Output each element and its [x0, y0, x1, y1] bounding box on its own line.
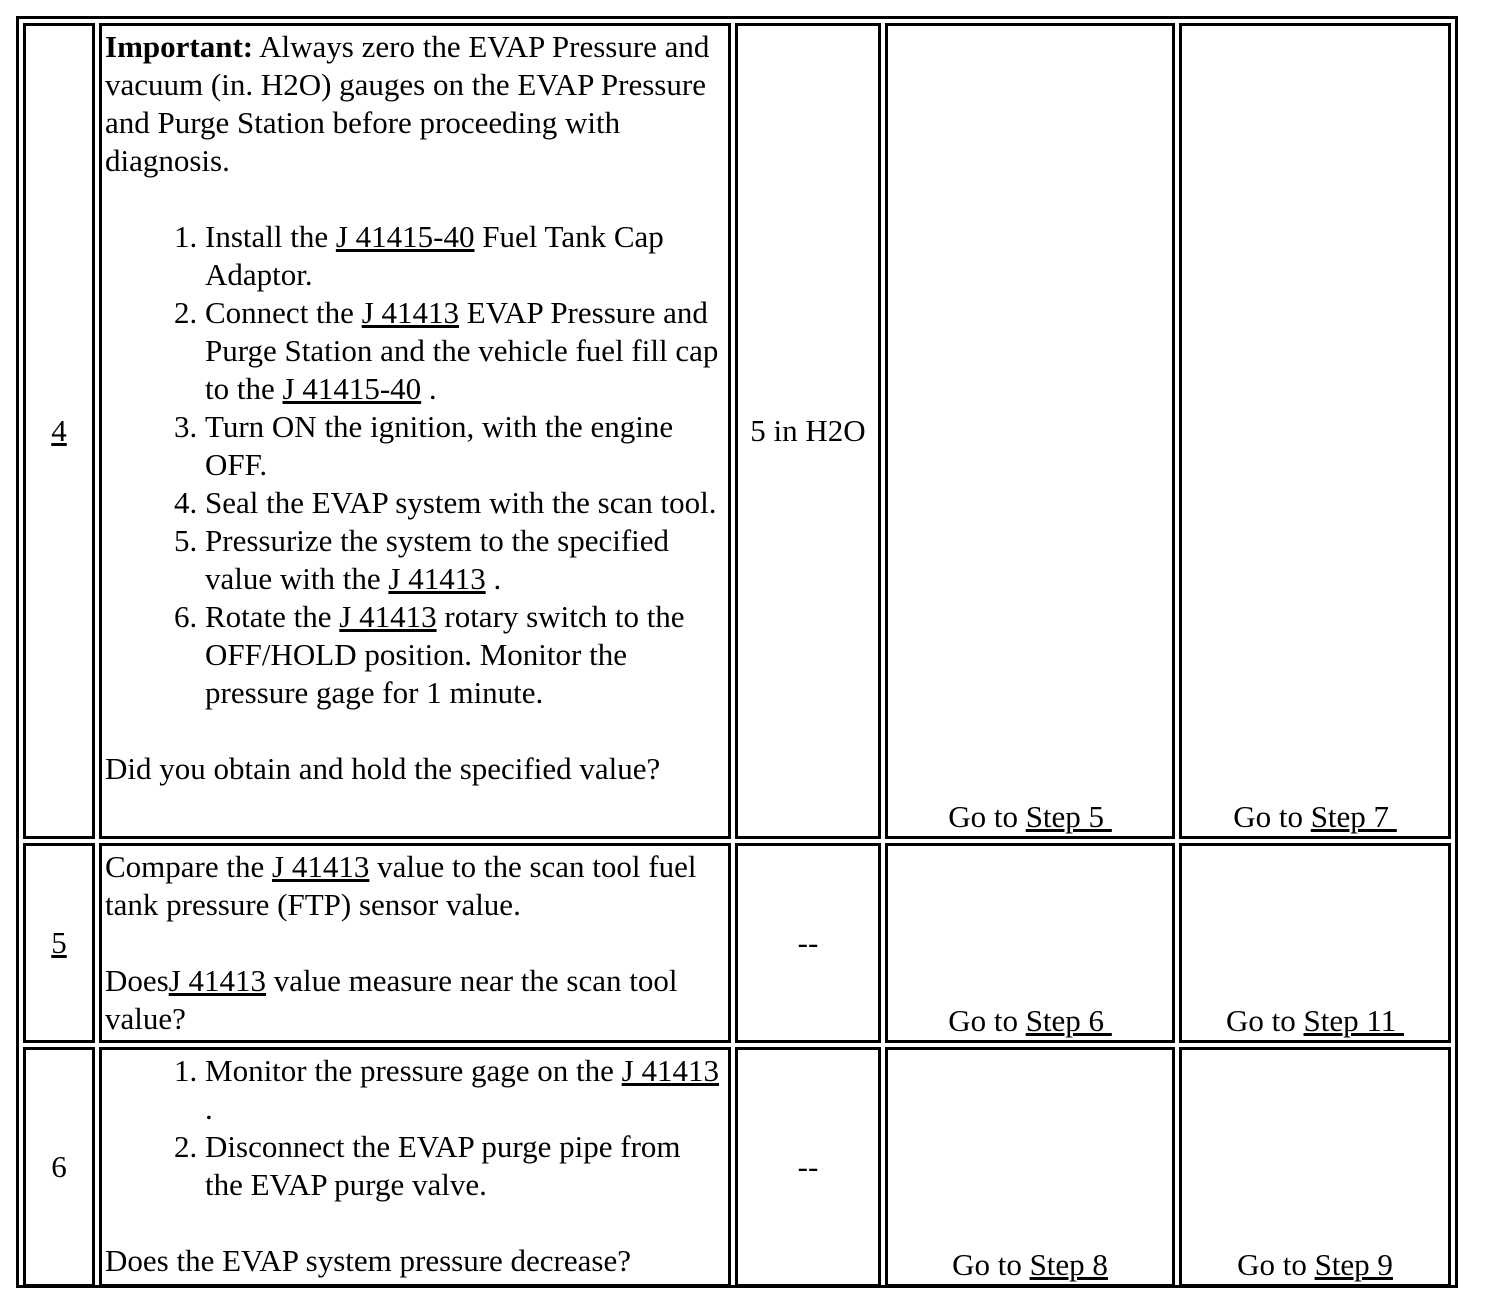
- step-question: Does the EVAP system pressure decrease?: [105, 1243, 631, 1278]
- tool-link[interactable]: J 41415-40: [282, 371, 422, 406]
- step-number-cell: [23, 843, 95, 1043]
- tool-link[interactable]: J 41415-40: [335, 219, 475, 254]
- goto-prefix: Go to: [948, 1003, 1026, 1038]
- question-text: Does: [105, 963, 169, 998]
- important-label: Important:: [105, 29, 254, 64]
- tool-link[interactable]: J 41413: [388, 561, 486, 596]
- list-item: [205, 1128, 726, 1204]
- list-item: [205, 484, 726, 522]
- list-item: [205, 408, 726, 484]
- list-item: [205, 294, 726, 408]
- goto-prefix: Go to: [1226, 1003, 1304, 1038]
- goto-prefix: Go to: [1237, 1247, 1315, 1282]
- step-question: Did you obtain and hold the specified value?: [105, 751, 661, 786]
- table-row: [23, 23, 1451, 839]
- list-item-text: .: [205, 1091, 213, 1126]
- list-item: [205, 218, 726, 294]
- instruction-text: Compare the: [105, 849, 273, 884]
- yes-step-link[interactable]: Step 8: [1029, 1247, 1108, 1282]
- step-number: 6: [51, 1149, 67, 1184]
- instruction-text: value to the scan tool fuel tank pressure (FTP) sensor value.: [105, 849, 697, 922]
- spacer: [105, 924, 726, 962]
- no-cell: [1179, 23, 1451, 839]
- tool-link[interactable]: J 41413: [621, 1053, 719, 1088]
- specified-value: --: [797, 925, 819, 960]
- list-item-text: Disconnect the EVAP purge pipe from the EVAP purge valve.: [205, 1129, 681, 1202]
- action-cell: [99, 1047, 731, 1287]
- yes-cell: [885, 843, 1175, 1043]
- list-item-text: Rotate the: [205, 599, 340, 634]
- list-item-text: Install the: [205, 219, 336, 254]
- step-instruction: [105, 848, 726, 924]
- list-item-text: rotary switch to the OFF/HOLD position. Monitor the pressure gage for 1 minute.: [205, 599, 685, 710]
- list-item-text: Turn ON the ignition, with the engine OFF.: [205, 409, 674, 482]
- list-item-text: .: [485, 561, 502, 596]
- list-item-text: Seal the EVAP system with the scan tool.: [205, 485, 717, 520]
- list-item: [205, 598, 726, 712]
- value-cell: [735, 1047, 881, 1287]
- value-cell: [735, 843, 881, 1043]
- no-cell: [1179, 1047, 1451, 1287]
- diagnostic-steps-table: [19, 19, 1455, 1291]
- list-item: [205, 522, 726, 598]
- action-cell: [99, 843, 731, 1043]
- specified-value: --: [797, 1149, 819, 1184]
- goto-prefix: Go to: [1233, 799, 1311, 834]
- procedure-list: [105, 218, 726, 712]
- tool-link[interactable]: J 41413: [168, 963, 267, 998]
- list-item-text: Monitor the pressure gage on the: [205, 1053, 622, 1088]
- table-row: [23, 1047, 1451, 1287]
- no-step-link[interactable]: Step 9: [1314, 1247, 1393, 1282]
- procedure-list: [105, 1052, 726, 1204]
- yes-step-link[interactable]: Step 5: [1025, 799, 1112, 834]
- list-item-text: Pressurize the system to the specified value with the: [205, 523, 670, 596]
- yes-cell: [885, 23, 1175, 839]
- specified-value: 5 in H2O: [750, 413, 866, 448]
- important-note: [105, 28, 726, 180]
- list-item-text: Fuel Tank Cap Adaptor.: [205, 219, 664, 292]
- action-cell: [99, 23, 731, 839]
- goto-prefix: Go to: [952, 1247, 1030, 1282]
- list-item-text: EVAP Pressure and Purge Station and the vehicle fuel fill cap to the: [205, 295, 719, 406]
- step-number-cell: [23, 23, 95, 839]
- no-cell: [1179, 843, 1451, 1043]
- list-item-text: Connect the: [205, 295, 362, 330]
- diagnostic-table-frame: [16, 16, 1458, 1288]
- table-row: [23, 843, 1451, 1043]
- yes-cell: [885, 1047, 1175, 1287]
- no-step-link[interactable]: Step 11: [1303, 1003, 1404, 1038]
- tool-link[interactable]: J 41413: [339, 599, 437, 634]
- question-text: value measure near the scan tool value?: [105, 963, 678, 1036]
- list-item: [205, 1052, 726, 1128]
- important-text: Always zero the EVAP Pressure and vacuum (in. H2O) gauges on the EVAP Pressure and Purge Station before proceeding with diagnosis.: [105, 29, 710, 178]
- tool-link[interactable]: J 41413: [361, 295, 460, 330]
- step-number-link[interactable]: 5: [51, 925, 67, 960]
- tool-link[interactable]: J 41413: [272, 849, 370, 884]
- yes-step-link[interactable]: Step 6: [1025, 1003, 1112, 1038]
- value-cell: [735, 23, 881, 839]
- step-number-cell: [23, 1047, 95, 1287]
- no-step-link[interactable]: Step 7: [1310, 799, 1397, 834]
- list-item-text: .: [421, 371, 437, 406]
- goto-prefix: Go to: [948, 799, 1026, 834]
- step-number-link[interactable]: 4: [51, 413, 67, 448]
- step-question: [105, 962, 726, 1038]
